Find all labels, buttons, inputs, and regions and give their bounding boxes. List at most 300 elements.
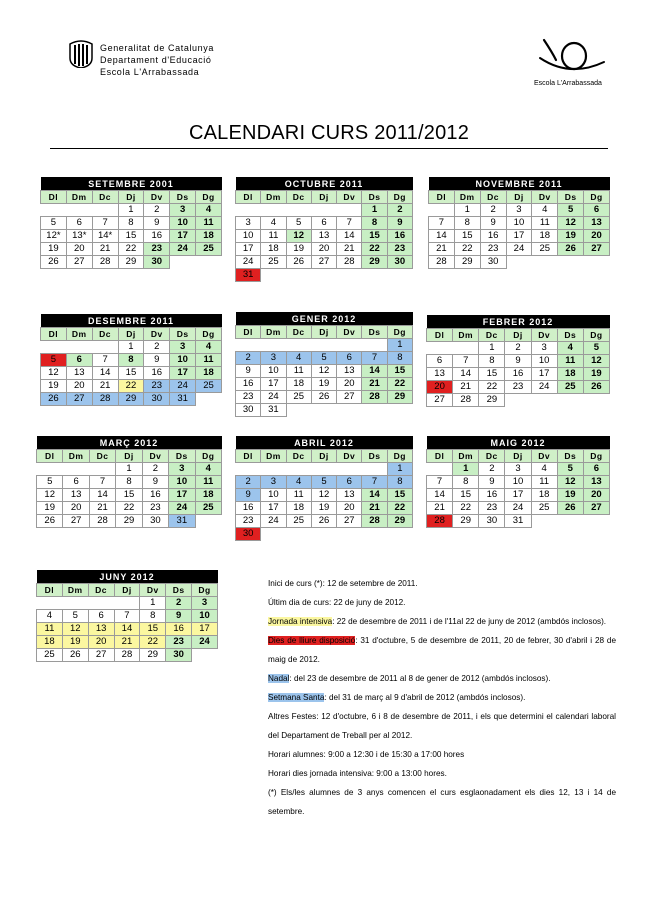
day-cell: 28	[92, 256, 118, 269]
day-cell: 2	[479, 463, 505, 476]
day-cell: 30	[144, 393, 170, 406]
day-cell: 24	[170, 380, 196, 393]
empty-cell	[261, 528, 286, 541]
empty-cell	[286, 528, 311, 541]
calendar-legend	[268, 574, 616, 821]
day-cell: 4	[286, 352, 311, 365]
day-cell: 23	[144, 380, 170, 393]
day-header: Dl	[37, 584, 63, 597]
day-header: Dv	[142, 450, 168, 463]
empty-cell	[506, 256, 532, 269]
empty-cell	[195, 515, 221, 528]
day-cell: 11	[196, 217, 222, 230]
day-cell: 20	[427, 381, 453, 394]
empty-cell	[337, 204, 362, 217]
day-cell: 26	[62, 649, 88, 662]
month-name: SETEMBRE 2001	[41, 177, 222, 191]
day-header: Ds	[557, 450, 583, 463]
day-cell: 7	[427, 476, 453, 489]
day-cell: 10	[170, 217, 196, 230]
day-cell: 28	[453, 394, 479, 407]
day-header: Ds	[558, 191, 584, 204]
day-cell: 26	[41, 256, 67, 269]
day-cell: 18	[286, 378, 311, 391]
empty-cell	[531, 394, 557, 407]
day-cell: 21	[429, 243, 455, 256]
day-cell: 29	[118, 393, 144, 406]
day-cell: 15	[116, 489, 142, 502]
day-cell: 31	[236, 269, 261, 282]
calendar-novembre	[428, 177, 610, 269]
day-cell: 27	[88, 649, 114, 662]
week-row	[236, 339, 413, 352]
day-cell: 29	[479, 394, 505, 407]
day-header: Dl	[429, 191, 455, 204]
day-cell: 27	[66, 256, 92, 269]
week-row	[41, 393, 222, 406]
day-cell: 7	[362, 476, 387, 489]
day-header: Dv	[337, 326, 362, 339]
day-cell: 10	[505, 476, 531, 489]
day-cell: 16	[387, 230, 412, 243]
week-row	[37, 649, 218, 662]
day-header: Dm	[261, 326, 286, 339]
day-cell: 17	[261, 378, 286, 391]
month-name: MAIG 2012	[427, 436, 610, 450]
day-cell: 7	[92, 217, 118, 230]
week-row	[37, 610, 218, 623]
day-cell: 5	[41, 354, 67, 367]
day-cell: 18	[261, 243, 286, 256]
day-cell: 11	[557, 355, 583, 368]
day-cell: 8	[140, 610, 166, 623]
day-cell: 18	[37, 636, 63, 649]
empty-cell	[453, 342, 479, 355]
day-cell: 17	[192, 623, 218, 636]
day-header: Dc	[479, 450, 505, 463]
day-cell: 8	[387, 476, 412, 489]
day-header: Dc	[479, 329, 505, 342]
day-cell: 2	[142, 463, 168, 476]
day-cell: 16	[236, 378, 261, 391]
day-cell: 24	[505, 502, 531, 515]
empty-cell	[362, 339, 387, 352]
day-cell: 16	[142, 489, 168, 502]
day-cell: 1	[118, 204, 144, 217]
week-row	[427, 515, 610, 528]
day-cell: 30	[142, 515, 168, 528]
day-header: Dg	[387, 450, 412, 463]
day-header: Ds	[362, 326, 387, 339]
day-cell: 26	[41, 393, 67, 406]
day-cell: 27	[584, 243, 610, 256]
week-row	[37, 515, 222, 528]
legend-jornada	[268, 612, 616, 631]
day-cell: 16	[505, 368, 531, 381]
empty-cell	[557, 394, 583, 407]
empty-cell	[89, 463, 115, 476]
day-cell: 21	[92, 380, 118, 393]
day-header: Dm	[66, 328, 92, 341]
month-name: JUNY 2012	[37, 570, 218, 584]
week-row	[236, 217, 413, 230]
org-line-1: Generalitat de Catalunya	[100, 43, 214, 53]
empty-cell	[362, 404, 387, 417]
day-cell: 22	[479, 381, 505, 394]
empty-cell	[337, 339, 362, 352]
day-cell: 19	[41, 380, 67, 393]
day-cell: 18	[286, 502, 311, 515]
day-cell: 26	[583, 381, 609, 394]
legend-nadal-label: Nadal	[268, 674, 290, 683]
org-line-3: Escola L'Arrabassada	[100, 67, 200, 77]
day-cell: 17	[236, 243, 261, 256]
empty-cell	[337, 404, 362, 417]
day-cell: 6	[337, 352, 362, 365]
day-header: Dg	[584, 191, 610, 204]
day-cell: 16	[144, 367, 170, 380]
day-cell: 25	[261, 256, 286, 269]
empty-cell	[261, 269, 286, 282]
week-row	[429, 230, 610, 243]
week-row	[427, 394, 610, 407]
day-cell: 1	[387, 463, 412, 476]
day-header: Dc	[92, 191, 118, 204]
day-cell: 24	[261, 515, 286, 528]
day-cell: 24	[170, 243, 196, 256]
day-header: Dc	[286, 326, 311, 339]
day-cell: 22	[454, 243, 480, 256]
day-cell: 12	[583, 355, 609, 368]
legend-horari: Horari alumnes: 9:00 a 12:30 i de 15:30 a 17:00 hores	[268, 750, 465, 759]
week-row	[236, 256, 413, 269]
day-cell: 29	[453, 515, 479, 528]
day-cell: 17	[169, 489, 195, 502]
day-cell: 16	[480, 230, 506, 243]
calendar-febrer	[426, 315, 610, 407]
day-header: Dg	[192, 584, 218, 597]
day-cell: 9	[166, 610, 192, 623]
week-row	[41, 243, 222, 256]
day-cell: 30	[387, 256, 412, 269]
day-cell: 5	[583, 342, 609, 355]
legend-setmana-label: Setmana Santa	[268, 693, 325, 702]
day-cell: 10	[169, 476, 195, 489]
day-cell: 25	[196, 380, 222, 393]
day-cell: 16	[166, 623, 192, 636]
day-cell: 8	[479, 355, 505, 368]
day-cell: 25	[195, 502, 221, 515]
day-cell: 13	[63, 489, 89, 502]
day-cell: 6	[66, 354, 92, 367]
day-header: Dj	[116, 450, 142, 463]
day-cell: 2	[144, 204, 170, 217]
day-cell: 10	[506, 217, 532, 230]
day-header: Dg	[196, 328, 222, 341]
day-cell: 5	[311, 476, 336, 489]
day-cell: 5	[41, 217, 67, 230]
day-cell: 25	[557, 381, 583, 394]
day-cell: 28	[337, 256, 362, 269]
day-cell: 25	[196, 243, 222, 256]
day-cell: 17	[170, 230, 196, 243]
day-cell: 1	[479, 342, 505, 355]
empty-cell	[41, 204, 67, 217]
day-cell: 2	[144, 341, 170, 354]
day-cell: 19	[62, 636, 88, 649]
day-header: Dl	[41, 328, 67, 341]
day-cell: 5	[557, 463, 583, 476]
day-header: Dj	[118, 191, 144, 204]
day-header: Dv	[144, 191, 170, 204]
day-cell: 12*	[41, 230, 67, 243]
day-header: Dg	[583, 329, 609, 342]
empty-cell	[41, 341, 67, 354]
day-cell: 17	[531, 368, 557, 381]
day-cell: 2	[387, 204, 412, 217]
month-name: MARÇ 2012	[37, 436, 222, 450]
day-cell: 22	[116, 502, 142, 515]
empty-cell	[92, 204, 118, 217]
day-header: Dl	[236, 191, 261, 204]
day-header: Dm	[63, 450, 89, 463]
empty-cell	[427, 463, 453, 476]
day-cell: 1	[362, 204, 387, 217]
week-row	[236, 502, 413, 515]
day-cell: 18	[557, 368, 583, 381]
day-cell: 1	[118, 341, 144, 354]
day-cell: 29	[454, 256, 480, 269]
day-header: Dv	[531, 329, 557, 342]
week-row	[41, 367, 222, 380]
day-header: Dc	[286, 450, 311, 463]
empty-cell	[387, 269, 412, 282]
day-cell: 4	[196, 204, 222, 217]
day-cell: 23	[480, 243, 506, 256]
day-header: Dj	[311, 191, 336, 204]
day-cell: 9	[236, 489, 261, 502]
day-cell: 3	[261, 476, 286, 489]
day-cell: 26	[311, 391, 336, 404]
day-header: Dj	[118, 328, 144, 341]
day-cell: 22	[140, 636, 166, 649]
day-cell: 18	[531, 489, 557, 502]
day-cell: 9	[505, 355, 531, 368]
day-cell: 30	[166, 649, 192, 662]
day-cell: 23	[479, 502, 505, 515]
calendar-juny	[36, 570, 218, 662]
week-row	[236, 352, 413, 365]
day-cell: 11	[531, 476, 557, 489]
day-cell: 20	[311, 243, 336, 256]
day-header: Dj	[506, 191, 532, 204]
day-header: Dv	[140, 584, 166, 597]
week-row	[37, 597, 218, 610]
day-cell: 31	[169, 515, 195, 528]
day-cell: 4	[286, 476, 311, 489]
day-cell: 13	[66, 367, 92, 380]
day-cell: 17	[505, 489, 531, 502]
legend-nadal-text: : del 23 de desembre de 2011 al 8 de gener de 2012 (ambdós inclosos).	[289, 674, 551, 683]
day-cell: 19	[583, 368, 609, 381]
day-header: Dc	[480, 191, 506, 204]
day-cell: 9	[144, 217, 170, 230]
day-cell: 27	[337, 391, 362, 404]
day-header: Dg	[195, 450, 221, 463]
day-cell: 19	[311, 502, 336, 515]
month-name: GENER 2012	[236, 312, 413, 326]
day-cell: 23	[166, 636, 192, 649]
day-cell: 7	[429, 217, 455, 230]
day-cell: 19	[311, 378, 336, 391]
day-cell: 23	[142, 502, 168, 515]
day-cell: 21	[427, 502, 453, 515]
day-cell: 28	[92, 393, 118, 406]
day-cell: 22	[118, 243, 144, 256]
week-row	[236, 515, 413, 528]
week-row	[236, 230, 413, 243]
day-cell: 15	[453, 489, 479, 502]
calendar-octubre	[235, 177, 413, 282]
week-row	[236, 243, 413, 256]
day-cell: 22	[118, 380, 144, 393]
day-cell: 23	[236, 391, 261, 404]
day-cell: 9	[480, 217, 506, 230]
day-cell: 23	[387, 243, 412, 256]
day-cell: 12	[62, 623, 88, 636]
week-row	[236, 391, 413, 404]
week-row	[37, 636, 218, 649]
empty-cell	[362, 269, 387, 282]
day-cell: 4	[531, 463, 557, 476]
day-cell: 6	[337, 476, 362, 489]
day-cell: 24	[531, 381, 557, 394]
legend-nadal	[268, 669, 616, 688]
day-cell: 12	[37, 489, 63, 502]
day-cell: 24	[192, 636, 218, 649]
day-cell: 14	[114, 623, 140, 636]
empty-cell	[311, 463, 336, 476]
day-cell: 9	[236, 365, 261, 378]
day-header: Dl	[427, 450, 453, 463]
day-cell: 30	[144, 256, 170, 269]
day-cell: 2	[480, 204, 506, 217]
day-cell: 29	[140, 649, 166, 662]
legend-jornada-text: : 22 de desembre de 2011 i de l'11al 22 de juny de 2012 (ambdós inclosos).	[332, 617, 607, 626]
empty-cell	[286, 404, 311, 417]
day-header: Dc	[88, 584, 114, 597]
day-cell: 20	[337, 502, 362, 515]
empty-cell	[37, 463, 63, 476]
empty-cell	[114, 597, 140, 610]
day-cell: 27	[583, 502, 609, 515]
day-cell: 6	[427, 355, 453, 368]
empty-cell	[311, 269, 336, 282]
day-cell: 22	[387, 502, 412, 515]
day-cell: 25	[286, 515, 311, 528]
day-cell: 3	[169, 463, 195, 476]
empty-cell	[286, 339, 311, 352]
day-cell: 14	[453, 368, 479, 381]
day-header: Dl	[236, 450, 261, 463]
day-header: Ds	[170, 191, 196, 204]
day-cell: 4	[261, 217, 286, 230]
day-header: Dj	[505, 329, 531, 342]
day-cell: 28	[429, 256, 455, 269]
empty-cell	[66, 341, 92, 354]
day-cell: 26	[286, 256, 311, 269]
day-cell: 20	[583, 489, 609, 502]
day-cell: 16	[479, 489, 505, 502]
day-cell: 24	[506, 243, 532, 256]
week-row	[429, 217, 610, 230]
day-cell: 7	[114, 610, 140, 623]
day-cell: 8	[453, 476, 479, 489]
empty-cell	[427, 342, 453, 355]
generalitat-seal-icon	[68, 40, 94, 68]
day-cell: 6	[88, 610, 114, 623]
day-cell: 19	[41, 243, 67, 256]
day-cell: 18	[196, 230, 222, 243]
day-header: Dv	[144, 328, 170, 341]
day-header: Dg	[387, 191, 412, 204]
week-row	[236, 476, 413, 489]
day-header: Dm	[261, 450, 286, 463]
day-cell: 5	[311, 352, 336, 365]
week-row	[429, 243, 610, 256]
week-row	[427, 489, 610, 502]
school-logo-text: Escola L'Arrabassada	[534, 80, 602, 87]
day-cell: 31	[261, 404, 286, 417]
day-cell: 14	[427, 489, 453, 502]
week-row	[37, 463, 222, 476]
day-cell: 6	[311, 217, 336, 230]
day-cell: 7	[89, 476, 115, 489]
day-cell: 3	[506, 204, 532, 217]
day-cell: 1	[387, 339, 412, 352]
week-row	[41, 204, 222, 217]
day-cell: 18	[532, 230, 558, 243]
week-row	[236, 365, 413, 378]
day-cell: 4	[196, 341, 222, 354]
empty-cell	[557, 515, 583, 528]
day-header: Dv	[337, 450, 362, 463]
day-header: Dj	[311, 450, 336, 463]
day-cell: 20	[584, 230, 610, 243]
empty-cell	[337, 269, 362, 282]
day-header: Dm	[62, 584, 88, 597]
day-cell: 29	[362, 256, 387, 269]
empty-cell	[196, 256, 222, 269]
day-cell: 2	[166, 597, 192, 610]
day-header: Dc	[92, 328, 118, 341]
day-cell: 21	[362, 502, 387, 515]
day-header: Dl	[236, 326, 261, 339]
day-cell: 10	[236, 230, 261, 243]
day-cell: 27	[63, 515, 89, 528]
day-cell: 3	[531, 342, 557, 355]
day-cell: 6	[584, 204, 610, 217]
day-cell: 28	[362, 515, 387, 528]
page-title: CALENDARI CURS 2011/2012	[188, 122, 470, 144]
day-cell: 27	[311, 256, 336, 269]
day-cell: 3	[236, 217, 261, 230]
day-cell: 21	[114, 636, 140, 649]
day-cell: 12	[311, 365, 336, 378]
day-cell: 8	[118, 354, 144, 367]
day-cell: 7	[453, 355, 479, 368]
empty-cell	[337, 463, 362, 476]
